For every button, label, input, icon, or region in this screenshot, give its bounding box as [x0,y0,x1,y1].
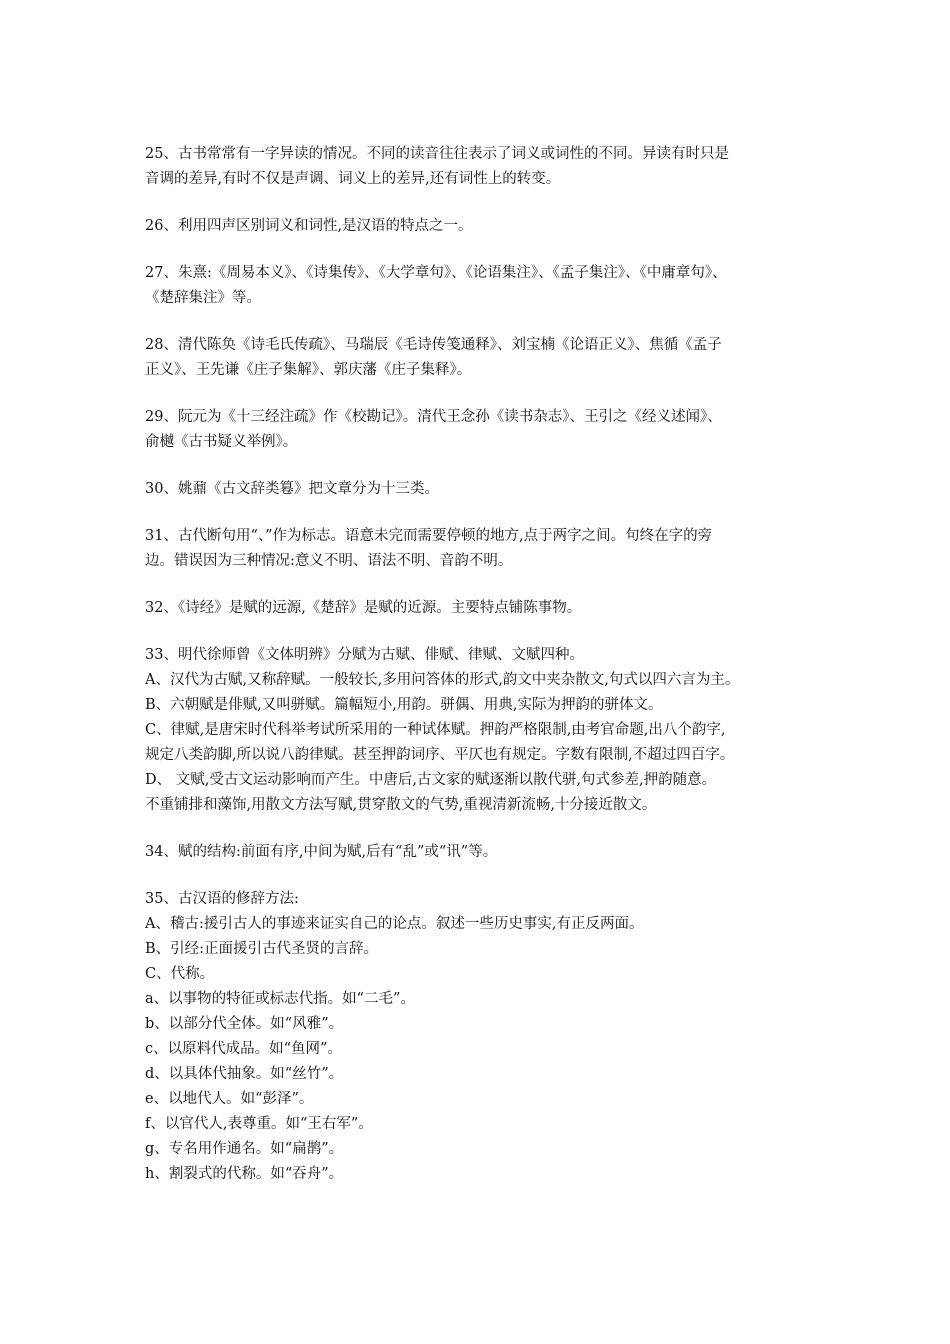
text-line: 34、赋的结构:前面有序,中间为赋,后有“乱”或“讯”等。 [145,844,498,860]
text-line: B、六朝赋是俳赋,又叫骈赋。篇幅短小,用韵。骈偶、用典,实际为押韵的骈体文。 [145,697,663,713]
paragraph-35 [145,887,813,1187]
text-line: b、以部分代全体。如“风雅”。 [145,1016,344,1032]
paragraph-27 [145,261,813,311]
paragraph-33 [145,643,813,818]
text-line: 俞樾《古书疑义举例》。 [145,434,298,450]
text-line: 正义》、王先谦《庄子集解》、郭庆藩《庄子集释》。 [145,362,472,378]
text-line: 29、阮元为《十三经注疏》作《校勘记》。清代王念孙《读书杂志》、王引之《经义述闻》、 [145,409,722,425]
text-line: C、代称。 [145,966,215,982]
text-line: e、以地代人。如“彭泽”。 [145,1091,314,1107]
document-body [145,142,813,1209]
text-line: 35、古汉语的修辞方法: [145,891,299,907]
text-line: c、以原料代成品。如“鱼网”。 [145,1041,342,1057]
text-line: 27、朱熹:《周易本义》、《诗集传》、《大学章句》、《论语集注》、《孟子集注》、《中庸章句》、 [145,265,727,281]
text-line: 边。错误因为三种情况:意义不明、语法不明、音韵不明。 [145,553,513,569]
paragraph-25 [145,142,813,192]
text-line: f、以官代人,表尊重。如“王右军”。 [145,1116,373,1132]
paragraph-26 [145,214,813,239]
text-line: 31、古代断句用“、”作为标志。语意未完而需要停顿的地方,点于两字之间。句终在字的旁 [145,528,713,544]
text-line: 28、清代陈奂《诗毛氏传疏》、马瑞辰《毛诗传笺通释》、刘宝楠《论语正义》、焦循《孟子 [145,337,722,353]
text-line: 《楚辞集注》等。 [145,290,261,306]
text-line: 音调的差异,有时不仅是声调、词义上的差异,还有词性上的转变。 [145,171,561,187]
text-line: 33、明代徐师曾《文体明辨》分赋为古赋、俳赋、律赋、文赋四种。 [145,647,584,663]
paragraph-30 [145,477,813,502]
text-line: h、割裂式的代称。如“吞舟”。 [145,1166,344,1182]
text-line: A、汉代为古赋,又称辞赋。一般较长,多用问答体的形式,韵文中夹杂散文,句式以四六言为主。 [145,672,740,688]
paragraph-32 [145,596,813,621]
paragraph-31 [145,524,813,574]
text-line: A、稽古:援引古人的事迹来证实自己的论点。叙述一些历史事实,有正反两面。 [145,916,644,932]
paragraph-28 [145,333,813,383]
paragraph-34 [145,840,813,865]
text-line: 26、利用四声区别词义和词性,是汉语的特点之一。 [145,218,473,234]
text-line: B、引经:正面援引古代圣贤的言辞。 [145,941,379,957]
text-line: 30、姚鼐《古文辞类篹》把文章分为十三类。 [145,481,439,497]
text-line: 不重铺排和藻饰,用散文方法写赋,贯穿散文的气势,重视清新流畅,十分接近散文。 [145,797,657,813]
text-line: 规定八类韵脚,所以说八韵律赋。甚至押韵词序、平仄也有规定。字数有限制,不超过四百字。 [145,747,735,763]
text-line: D、 文赋,受古文运动影响而产生。中唐后,古文家的赋逐渐以散代骈,句式参差,押韵随意。 [145,772,717,788]
text-line: 25、古书常常有一字异读的情况。不同的读音往往表示了词义或词性的不同。异读有时只是 [145,146,729,162]
text-line: d、以具体代抽象。如“丝竹”。 [145,1066,344,1082]
text-line: C、律赋,是唐宋时代科举考试所采用的一种试体赋。押韵严格限制,由考官命题,出八个韵字, [145,722,726,738]
text-line: g、专名用作通名。如“扁鹊”。 [145,1141,344,1157]
text-line: a、以事物的特征或标志代指。如“二毛”。 [145,991,415,1007]
text-line: 32、《诗经》是赋的远源,《楚辞》是赋的近源。主要特点铺陈事物。 [145,600,582,616]
paragraph-29 [145,405,813,455]
